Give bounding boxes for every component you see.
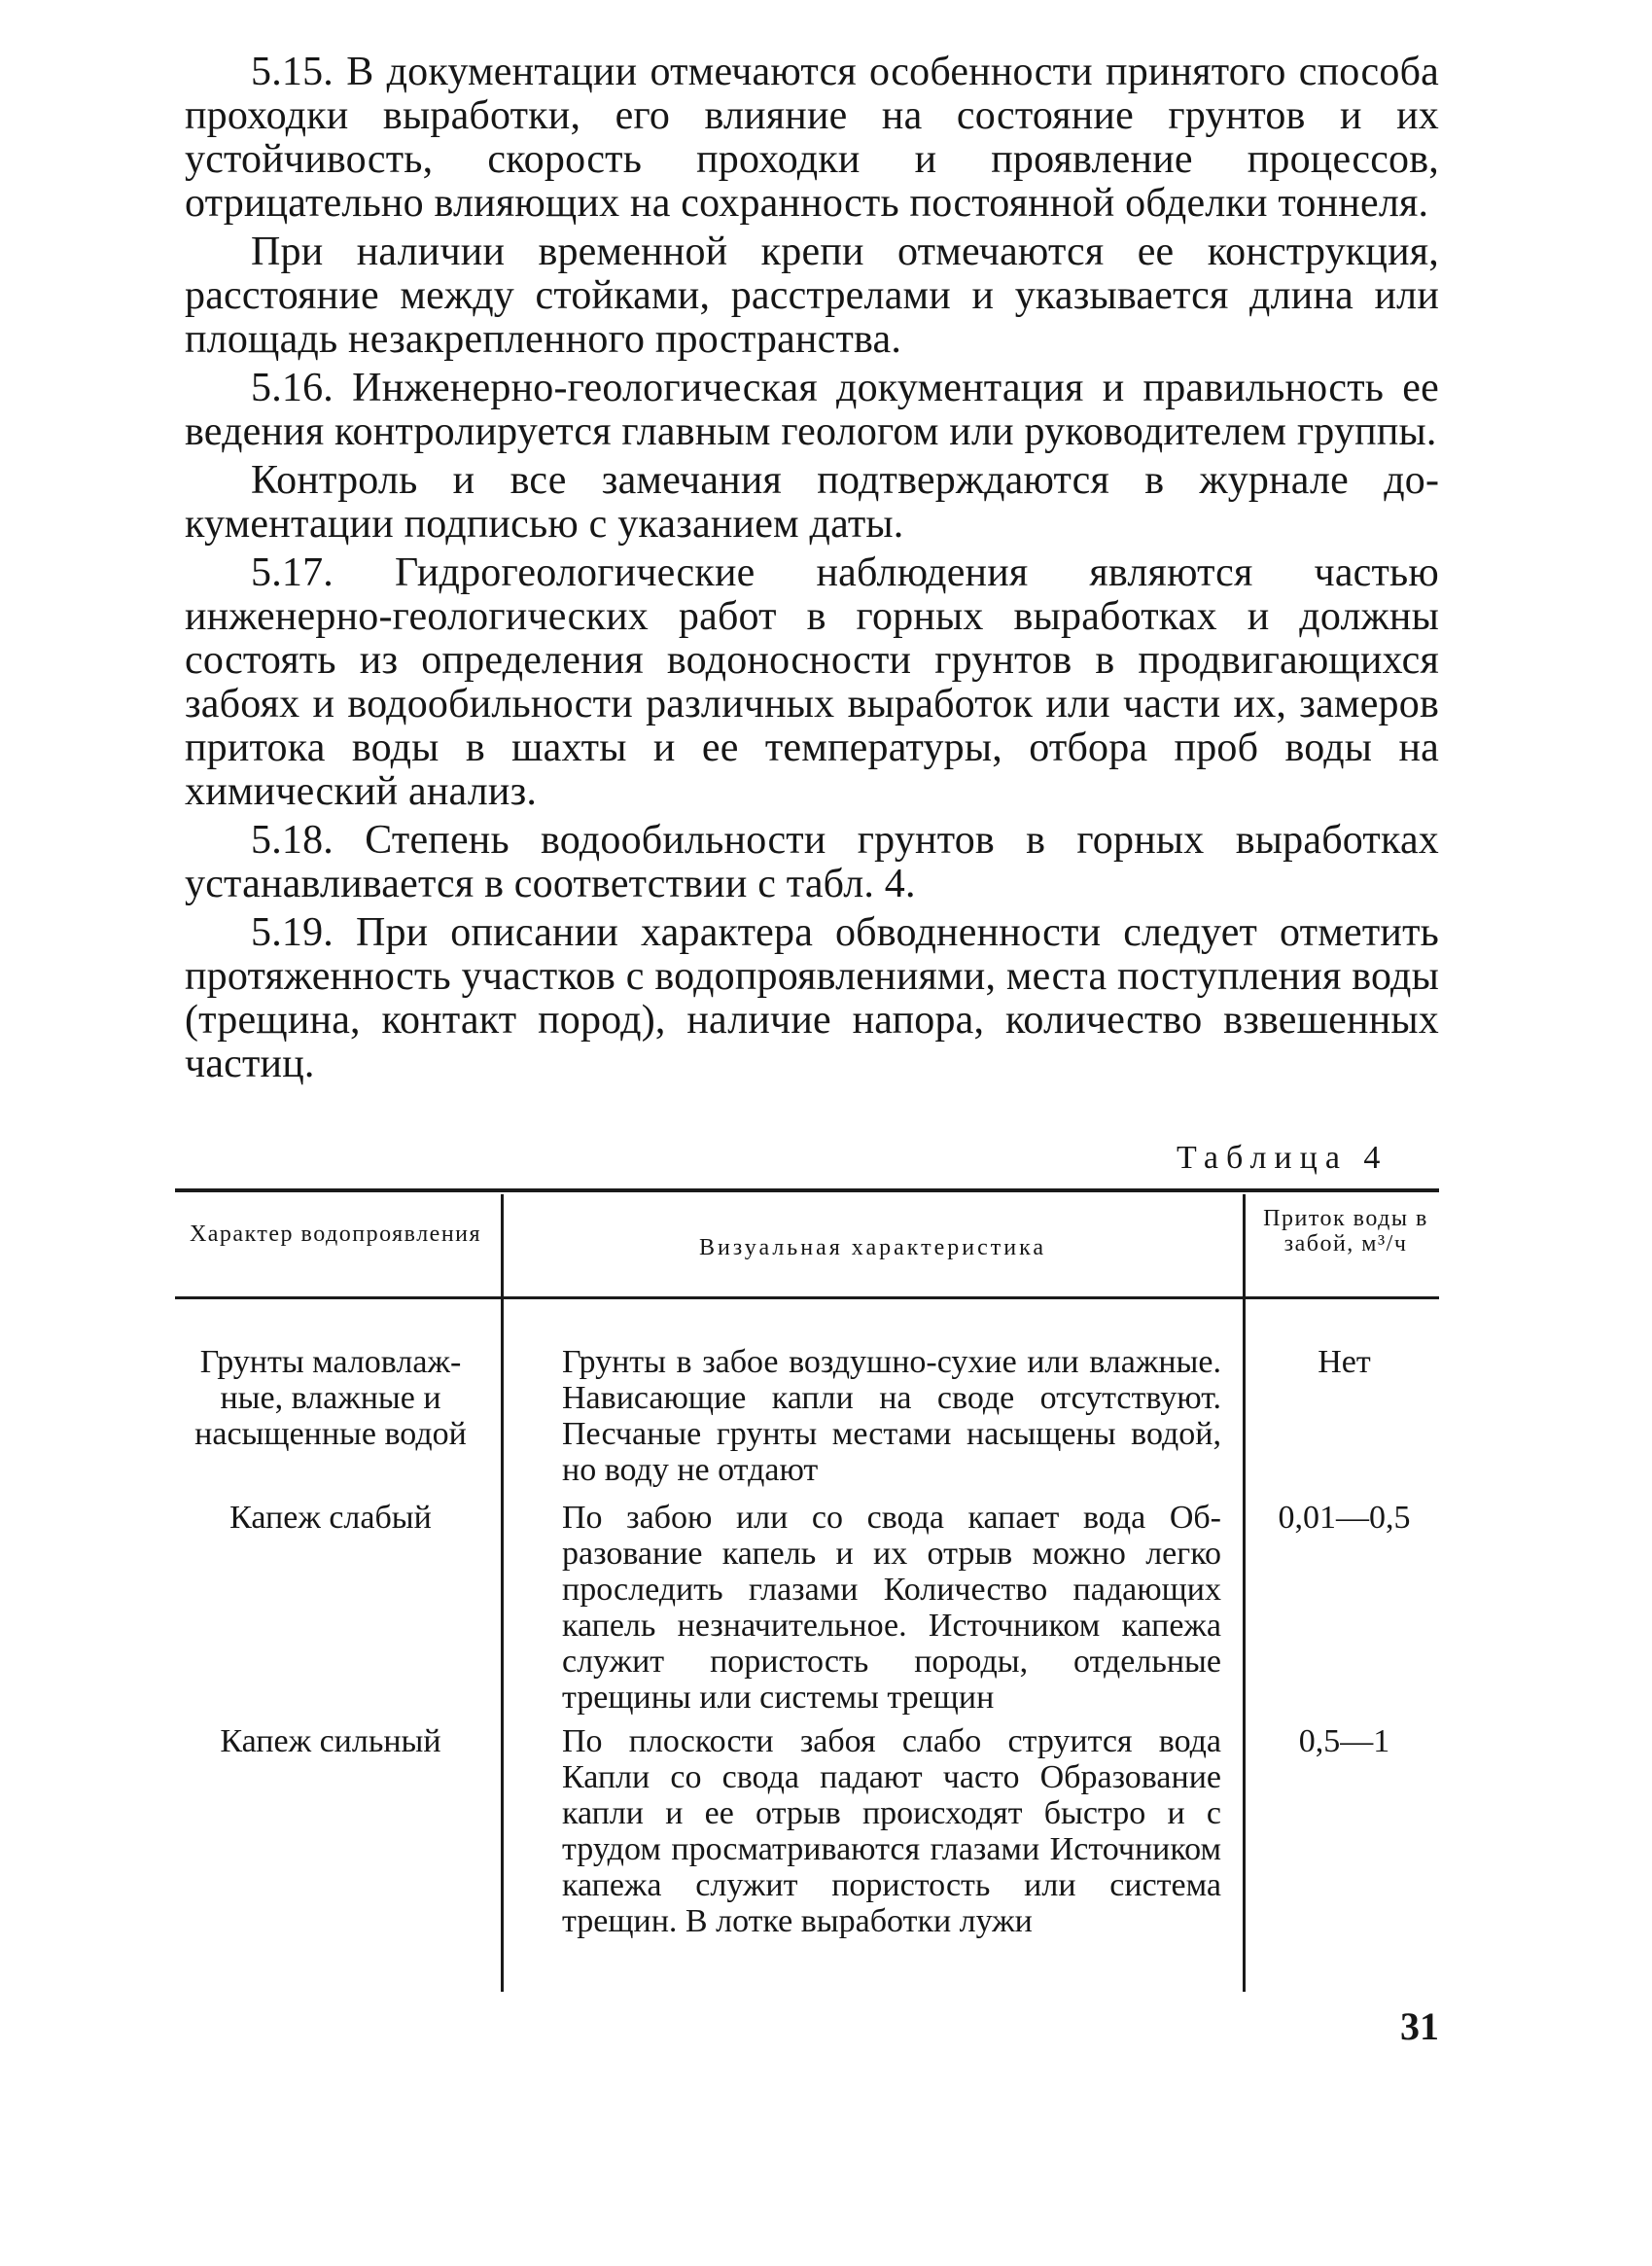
paragraph-5-19: 5.19. При описании характера обводненности следует отметить протяженность участков с водопроявлениями, места поступления воды (трещина, контакт пород), наличие напора, количество взвешенных частиц. <box>185 910 1439 1086</box>
table-column-divider <box>501 1194 504 1992</box>
paragraph-5-15: 5.15. В документации отмечаются особенности принятого способа проходки выработки, его влияние на состояние грунтов и их устойчивость, скорость проходки и проявление процессов, отрицательно влияющих на сохранность постоянной обделки тоннеля. <box>185 50 1439 226</box>
page-number: 31 <box>1400 2004 1439 2048</box>
cell-water-type: Капеж сильный <box>220 1723 441 1759</box>
table-column-divider <box>1243 1194 1246 1992</box>
cell-description: По плоскости забоя слабо струится вода Капли со свода падают часто Образование капли и ее отрыв происходят быстро и с трудом просматриваются глазами Источником капежа служит пористость или система трещин. В лотке выработки лужи <box>562 1723 1221 1939</box>
table-header-description: Визуальная характеристика <box>698 1235 1047 1260</box>
cell-inflow: Нет <box>1318 1344 1371 1380</box>
paragraph-temporary-support: При наличии временной крепи отмечаются ее конструкция, расстояние между стойками, расстрелами и указывается длина или площадь незакрепленного пространства. <box>185 230 1439 362</box>
cell-water-type: Грунты маловлажные, влажные и насыщенные водой <box>194 1344 467 1452</box>
cell-inflow: 0,01—0,5 <box>1278 1500 1411 1536</box>
body-text <box>185 51 1439 1091</box>
cell-description: По забою или со свода капает вода Образование капель и их отрыв можно легко проследить глазами Количество падающих капель незначительное. Источником капежа служит пористость породы, отдельные трещины или системы трещин <box>562 1500 1221 1716</box>
paragraph-5-18: 5.18. Степень водообильности грунтов в горных выработках устанавливается в соответствии с табл. 4. <box>185 818 1439 906</box>
table-header-rule <box>175 1296 1439 1299</box>
table-header-inflow: Приток воды в забой, м³/ч <box>1263 1206 1428 1257</box>
paragraph-5-17: 5.17. Гидрогеологические наблюдения являются частью инженерно-геологических работ в горных выработках и должны состоять из определения водоносности грунтов в продвигающихся забоях и водообильности различных выработок или части их, замеров притока воды в шахты и ее температуры, отбора проб воды на химический анализ. <box>185 550 1439 814</box>
cell-water-type: Капеж слабый <box>229 1500 432 1536</box>
table-caption: Таблица 4 <box>1177 1140 1388 1176</box>
table-top-rule <box>175 1188 1439 1192</box>
cell-inflow: 0,5—1 <box>1298 1723 1390 1759</box>
paragraph-5-16: 5.16. Инженерно-геологическая документация и правильность ее ведения контролируется главным геологом или руководителем группы. <box>185 366 1439 454</box>
cell-description: Грунты в забое воздушно-сухие или влажные. Нависающие капли на своде отсутствуют. Песчаные грунты местами насыщены водой, но воду не отдают <box>562 1344 1221 1488</box>
paragraph-control: Контроль и все замечания подтверждаются в журнале документации подписью с указанием даты. <box>185 458 1439 547</box>
table-header-type: Характер водопроявления <box>189 1222 482 1247</box>
